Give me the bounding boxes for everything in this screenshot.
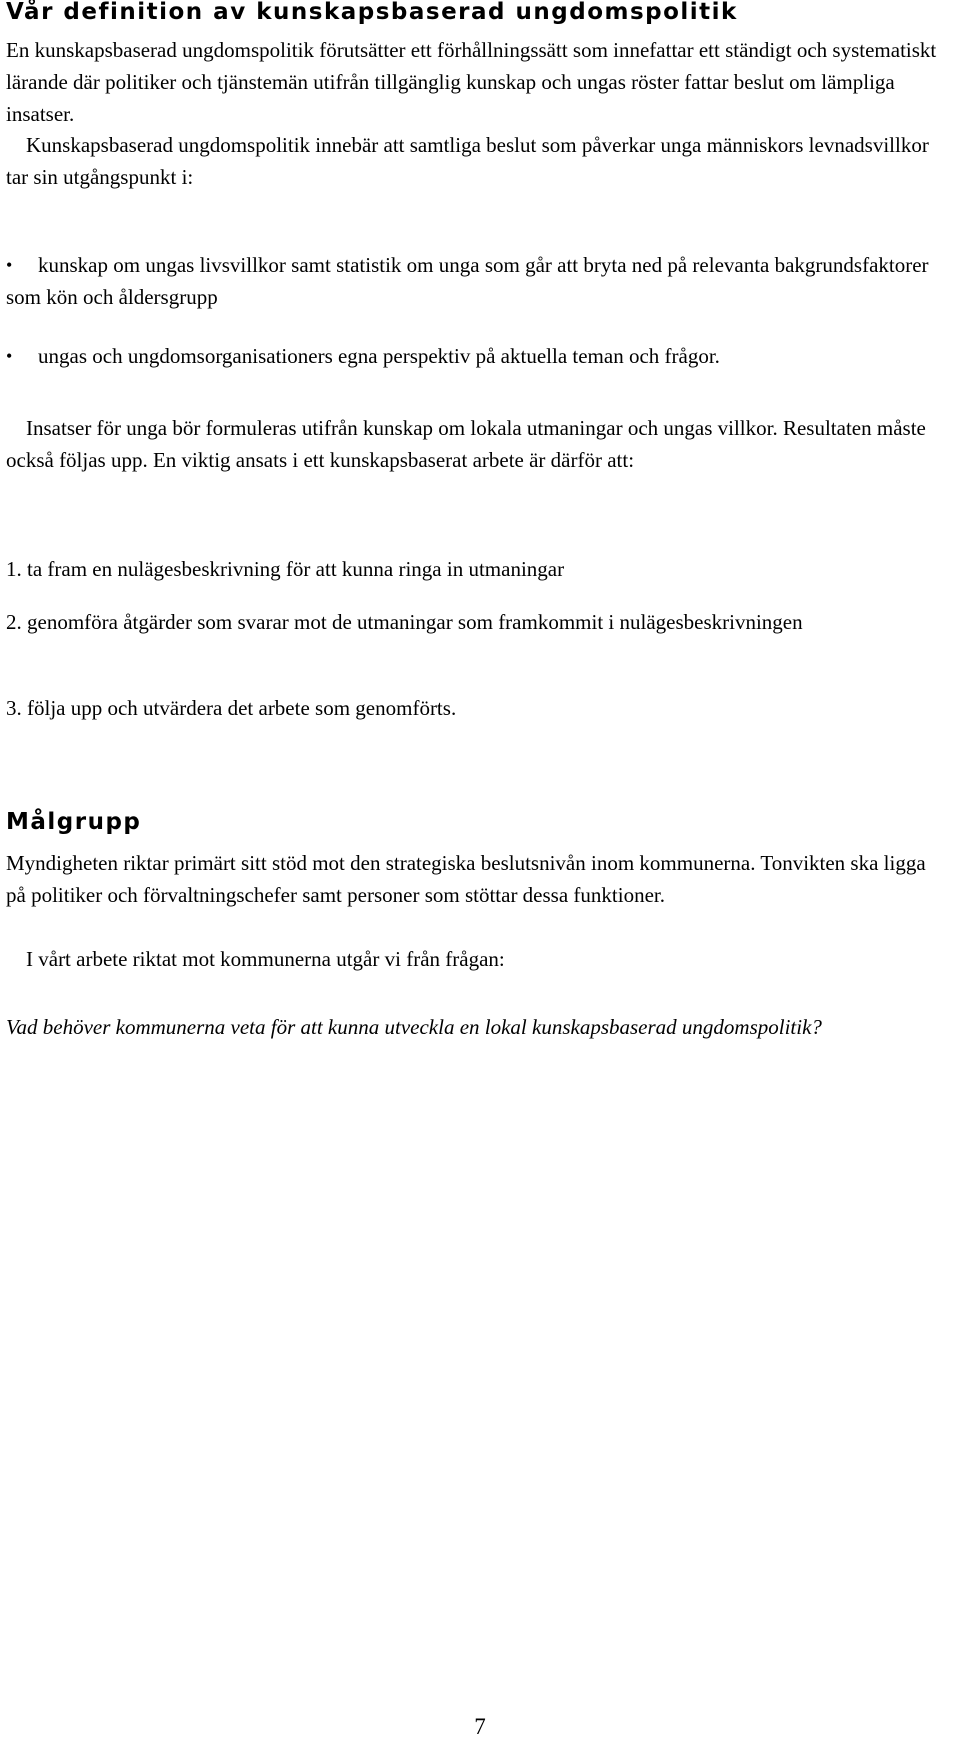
- numbered-item: [6, 692, 946, 724]
- insatser-paragraph: Insatser för unga bör formuleras utifrån kunskap om lokala utmaningar och ungas villkor. Resultaten måste också följas upp. En viktig ansats i ett kunskapsbaserat arbete är därför att:: [6, 416, 926, 472]
- page-number: 7: [474, 1714, 486, 1739]
- intro-paragraph: En kunskapsbaserad ungdomspolitik förutsätter ett förhållningssätt som innefattar ett ständigt och systematiskt lärande där politiker och tjänstemän utifrån tillgänglig kunskap och ungas röster fattar beslut om lämpliga insatser.: [6, 38, 937, 126]
- numbered-item: [6, 553, 946, 585]
- item-number: 1.: [6, 557, 22, 581]
- item-text: ta fram en nulägesbeskrivning för att kunna ringa in utmaningar: [27, 557, 565, 581]
- bullet-item: [6, 340, 946, 372]
- bullet-item: [6, 249, 946, 313]
- numbered-item: [6, 606, 946, 638]
- section-heading-malgrupp: Målgrupp: [6, 809, 142, 835]
- malgrupp-lead: I vårt arbete riktat mot kommunerna utgår vi från frågan:: [26, 947, 505, 971]
- item-text: följa upp och utvärdera det arbete som genomförts.: [27, 696, 457, 720]
- bullet-icon: •: [6, 346, 13, 366]
- item-text: genomföra åtgärder som svarar mot de utmaningar som framkommit i nulägesbeskrivningen: [27, 610, 803, 634]
- malgrupp-paragraph: Myndigheten riktar primärt sitt stöd mot den strategiska beslutsnivån inom kommunerna. Tonvikten ska ligga på politiker och förvaltningschefer samt personer som stöttar dessa funktioner.: [6, 851, 926, 907]
- bullet-text: ungas och ungdomsorganisationers egna perspektiv på aktuella teman och frågor.: [38, 344, 720, 368]
- section-heading-definition: Vår definition av kunskapsbaserad ungdomspolitik: [6, 0, 738, 25]
- bullet-icon: •: [6, 255, 13, 275]
- item-number: 3.: [6, 696, 22, 720]
- bullet-text: kunskap om ungas livsvillkor samt statistik om unga som går att bryta ned på relevanta bakgrundsfaktorer som kön och åldersgrupp: [6, 253, 929, 309]
- malgrupp-question: Vad behöver kommunerna veta för att kunna utveckla en lokal kunskapsbaserad ungdomspolitik?: [6, 1015, 822, 1039]
- lead-paragraph: Kunskapsbaserad ungdomspolitik innebär att samtliga beslut som påverkar unga människors levnadsvillkor tar sin utgångspunkt i:: [6, 133, 929, 189]
- item-number: 2.: [6, 610, 22, 634]
